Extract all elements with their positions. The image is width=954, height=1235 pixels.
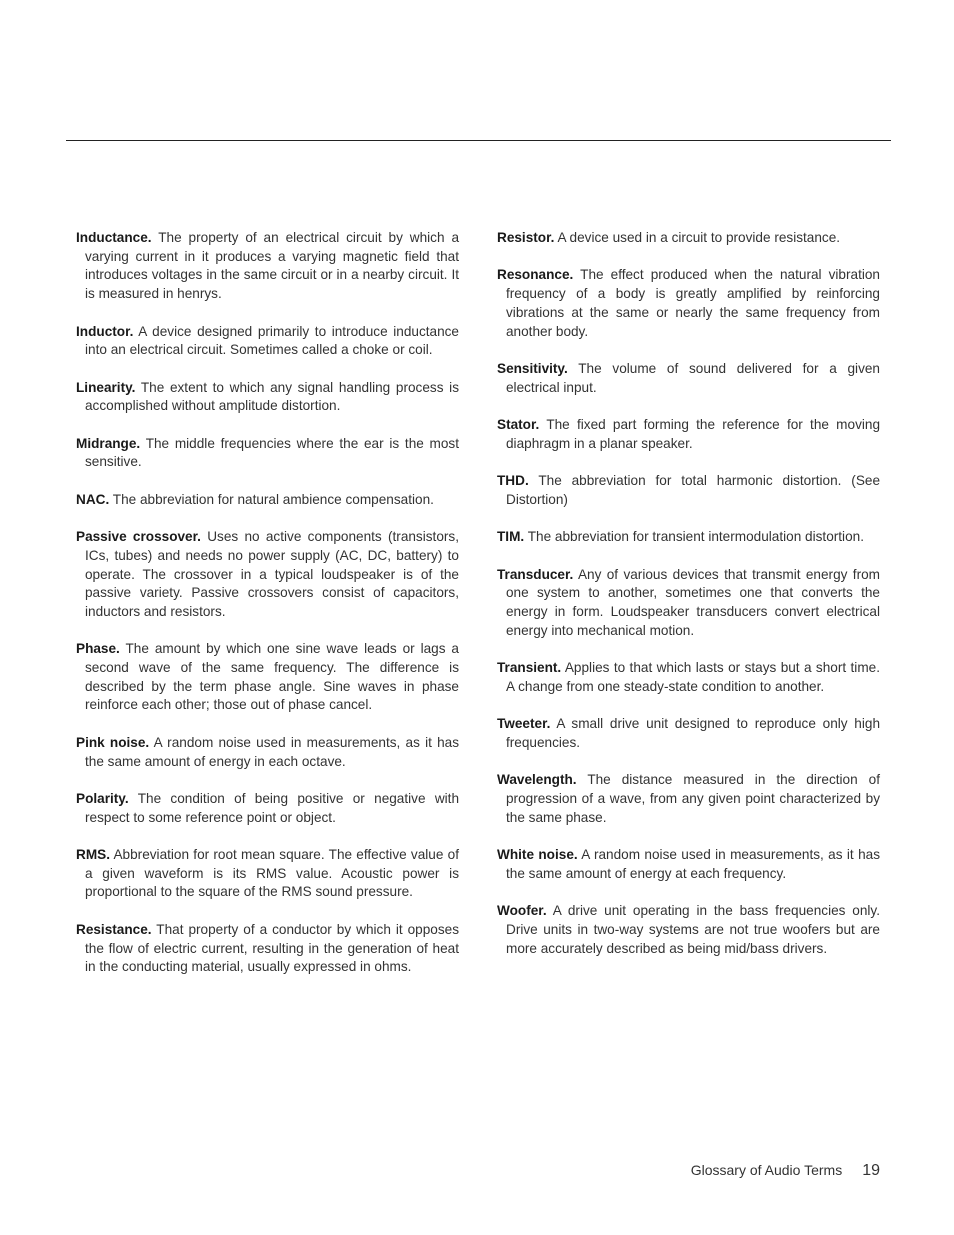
glossary-definition: A drive unit operating in the bass frequencies only. Drive units in two-way systems are not true woofers but are more accurately described as being mid/bass drivers.	[506, 903, 880, 956]
glossary-term: Phase.	[76, 641, 120, 657]
header-rule	[66, 140, 891, 141]
glossary-definition: The property of an electrical circuit by which a varying current in it produces a varying magnetic field that introduces voltages in the same circuit or in a nearby circuit. It is measured in henrys.	[85, 230, 460, 302]
glossary-definition: The extent to which any signal handling process is accomplished without amplitude distortion.	[85, 379, 459, 414]
glossary-definition: Abbreviation for root mean square. The effective value of a given waveform is its RMS value. Acoustic power is proportional to the square of the RMS sound pressure.	[85, 847, 460, 900]
glossary-entry	[76, 435, 459, 472]
glossary-definition: The distance measured in the direction of progression of a wave, from any given point characterized by the same phase.	[506, 772, 880, 825]
glossary-term: RMS.	[76, 847, 110, 863]
glossary-entry	[497, 416, 880, 453]
glossary-column-right	[497, 229, 880, 977]
glossary-definition: The abbreviation for natural ambience compensation.	[112, 491, 434, 507]
glossary-term: Resistance.	[76, 921, 152, 937]
glossary-term: Tweeter.	[497, 716, 551, 732]
glossary-definition: The abbreviation for total harmonic distortion. (See Distortion)	[506, 473, 881, 507]
glossary-definition: That property of a conductor by which it opposes the flow of electric current, resulting in the generation of heat in the conducting material, usually expressed in ohms.	[85, 921, 460, 975]
glossary-definition: Uses no active components (transistors, ICs, tubes) and needs no power supply (AC, DC, battery) to operate. The crossover in a typical loudspeaker is of the passive variety. Passive crossovers consist of capacitors, inductors and resistors.	[85, 529, 459, 619]
glossary-term: Sensitivity.	[497, 360, 568, 376]
glossary-term: Resistor.	[497, 230, 555, 245]
glossary-term: TIM.	[497, 529, 525, 545]
glossary-entry	[76, 528, 459, 622]
glossary-entry	[497, 266, 880, 341]
glossary-term: Inductor.	[76, 323, 134, 339]
glossary-entry	[497, 902, 880, 958]
footer-section-title: Glossary of Audio Terms	[690, 1162, 843, 1178]
page-footer	[0, 1162, 880, 1180]
glossary-entry	[76, 491, 459, 510]
glossary-entry	[497, 715, 880, 752]
glossary-definition: The effect produced when the natural vibration frequency of a body is greatly amplified by reinforcing vibrations at the same or nearly the same frequency from another body.	[506, 267, 880, 339]
glossary-definition: A device used in a circuit to provide resistance.	[557, 230, 841, 245]
glossary-entry	[76, 640, 459, 715]
glossary-term: THD.	[497, 473, 529, 489]
glossary-entry	[76, 790, 459, 827]
glossary-term: Passive crossover.	[76, 529, 201, 545]
glossary-column-left	[76, 229, 459, 996]
glossary-definition: A random noise used in measurements, as it has the same amount of energy in each octave.	[85, 734, 460, 769]
glossary-term: Woofer.	[497, 903, 547, 919]
glossary-definition: A device designed primarily to introduce inductance into an electrical circuit. Sometimes called a choke or coil.	[85, 323, 459, 358]
glossary-definition: Any of various devices that transmit energy from one system to another, sometimes one that converts the energy in form. Loudspeaker transducers convert electrical energy into mechanical motion.	[506, 566, 880, 638]
glossary-entry	[76, 921, 459, 977]
glossary-definition: The amount by which one sine wave leads or lags a second wave of the same frequency. The difference is described by the term phase angle. Sine waves in phase reinforce each other; those out of phase cancel.	[85, 641, 459, 713]
glossary-entry	[497, 566, 880, 641]
glossary-term: Midrange.	[76, 435, 141, 451]
glossary-entry	[497, 229, 880, 248]
glossary-term: White noise.	[497, 847, 578, 863]
glossary-entry	[76, 229, 459, 304]
glossary-entry	[497, 846, 880, 883]
glossary-term: Linearity.	[76, 379, 136, 395]
glossary-entry	[497, 659, 880, 696]
glossary-term: Inductance.	[76, 230, 152, 245]
glossary-definition: The condition of being positive or negative with respect to some reference point or object.	[85, 790, 460, 825]
glossary-definition: A random noise used in measurements, as it has the same amount of energy at each frequency.	[506, 847, 880, 881]
glossary-term: Transducer.	[497, 566, 574, 582]
glossary-term: Wavelength.	[497, 772, 577, 788]
glossary-definition: The middle frequencies where the ear is the most sensitive.	[85, 435, 460, 470]
glossary-definition: Applies to that which lasts or stays but a short time. A change from one steady-state condition to another.	[506, 660, 880, 694]
glossary-term: Pink noise.	[76, 734, 150, 750]
glossary-definition: The fixed part forming the reference for the moving diaphragm in a planar speaker.	[506, 416, 881, 451]
glossary-definition: The abbreviation for transient intermodulation distortion.	[527, 529, 864, 545]
glossary-entry	[497, 771, 880, 827]
glossary-term: Transient.	[497, 660, 562, 676]
glossary-entry	[76, 846, 459, 902]
glossary-entry	[497, 360, 880, 397]
glossary-term: NAC.	[76, 491, 110, 507]
glossary-term: Stator.	[497, 416, 540, 432]
glossary-definition: A small drive unit designed to reproduce only high frequencies.	[506, 716, 880, 750]
glossary-entry	[76, 323, 459, 360]
page-number: 19	[862, 1162, 880, 1179]
glossary-entry	[76, 734, 459, 771]
glossary-entry	[76, 379, 459, 416]
glossary-term: Resonance.	[497, 267, 574, 283]
glossary-definition: The volume of sound delivered for a given electrical input.	[506, 360, 880, 395]
glossary-entry	[497, 472, 880, 509]
glossary-term: Polarity.	[76, 790, 129, 806]
glossary-entry	[497, 528, 880, 547]
